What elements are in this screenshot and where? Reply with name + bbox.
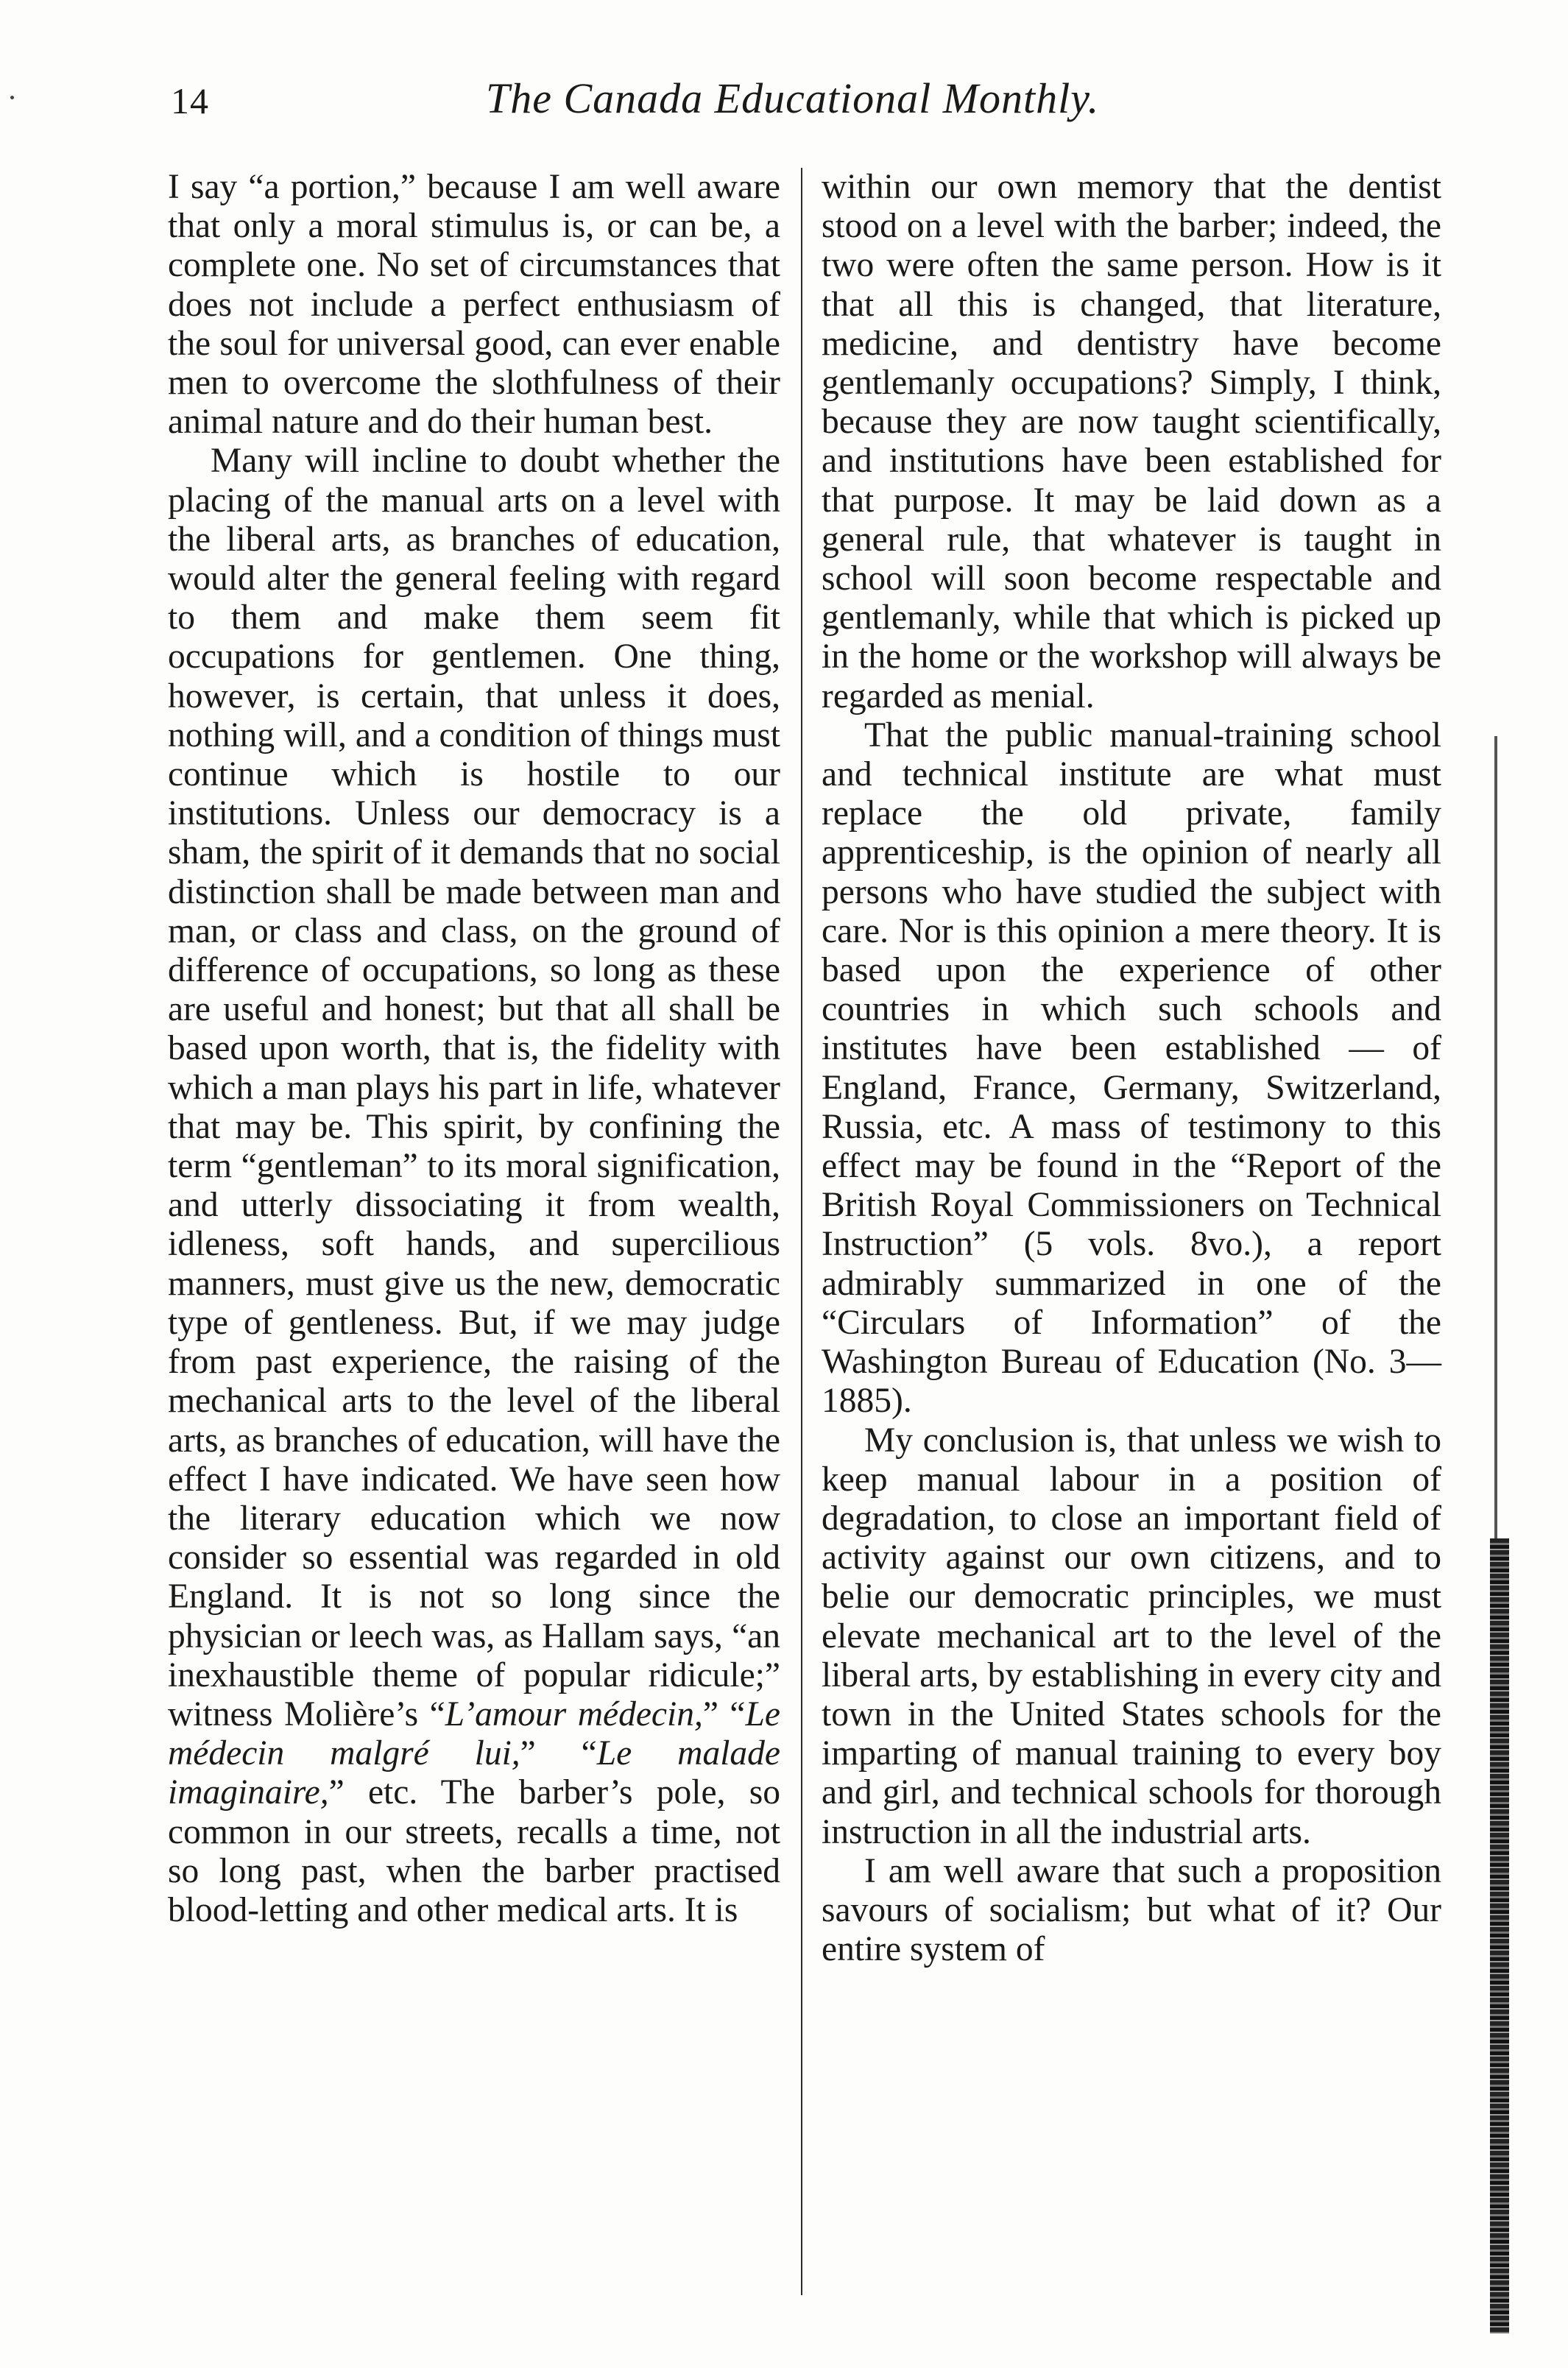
running-title: The Canada Educational Monthly. (486, 74, 1100, 122)
right-column (822, 168, 1441, 1969)
paragraph-manual-arts: Many will incline to doubt whether the placing of the manual arts on a level with the liberal arts, as branches of education, would alter the general feeling with regard to them and make them seem fit occupations for gentlemen. One thing, however, is certain, that unless it does, nothing will, and a condition of things must continue which is hostile to our institutions. Unless our democracy is a sham, the spirit of it demands that no social distinction shall be made between man and man, or class and class, on the ground of difference of occupations, so long as these are useful and honest; but that all shall be based upon worth, that is, the fidelity with which a man plays his part in life, whatever that may be. This spirit, by confining the term “gentleman” to its moral signification, and utterly dissociating it from wealth, idleness, soft hands, and supercilious manners, must give us the new, democratic type of gentleness. But, if we may judge from past experience, the raising of the mechanical arts to the level of the liberal arts, as branches of education, will have the effect I have indicated. We have seen how the literary education which we now consider so essential was regarded in old England. It is not so long since the physician or leech was, as Hallam says, “an inexhaustible theme of popular ridicule;” witness Molière’s “L’amour médecin,” “Le médecin malgré lui,” “Le malade imaginaire,” etc. The barber’s pole, so common in our streets, recalls a time, not so long past, when the barber practised blood-letting and other medical arts. It is (168, 442, 781, 1929)
left-column (168, 168, 780, 1930)
play-title: L’amour médecin, (445, 1694, 703, 1733)
scan-edge-artifact (1490, 1538, 1509, 2333)
scan-edge-line (1494, 736, 1497, 1538)
paragraph-conclusion: My conclusion is, that unless we wish to keep manual labour in a position of degradation, to close an important field of activity against our own citizens, and to belie our democratic principles, we must elevate mechanical art to the level of the liberal arts, by establishing in every city and town in the United States schools for the imparting of manual training to every boy and girl, and technical schools for thorough instruction in all the industrial arts. (822, 1421, 1441, 1851)
paragraph-manual-training: That the public manual-training school and technical institute are what must replace the old private, family apprenticeship, is the opinion of nearly all persons who have studied the subject with care. Nor is this opinion a mere theory. It is based upon the experience of other countries in which such schools and institutes have been established — of England, France, Germany, Switzerland, Russia, etc. A mass of testimony to this effect may be found in the “Report of the British Royal Commissioners on Technical Instruction” (5 vols. 8vo.), a report admirably summarized in one of the “Circulars of Information” of the Washington Bureau of Education (No. 3—1885). (822, 715, 1441, 1421)
page-number: 14 (171, 80, 209, 121)
paragraph-text: etc. The barber’s pole, so common in our streets, recalls a time, not so long past, when the barber practised blood-letting and other medical arts. It is (168, 1773, 780, 1929)
column-divider (801, 168, 802, 2295)
paragraph-text: Many will incline to doubt whether the placing of the manual arts on a level with the liberal arts, as branches of education, would alter the general feeling with regard to them and make them seem fit occupations for gentlemen. One thing, however, is certain, that unless it does, nothing will, and a condition of things must continue which is hostile to our institutions. Unless our democracy is a sham, the spirit of it demands that no social distinction shall be made between man and man, or class and class, on the ground of difference of occupations, so long as these are useful and honest; but that all shall be based upon worth, that is, the fidelity with which a man plays his part in life, whatever that may be. This spirit, by confining the term “gentleman” to its moral signification, and utterly dissociating it from wealth, idleness, soft hands, and supercilious manners, must give us the new, democratic type of gentleness. But, if we may judge from past experience, the raising of the mechanical arts to the level of the liberal arts, as branches of education, will have the effect I have indicated. We have seen how the literary education which we now consider so essential was regarded in old England. It is not so long since the physician or leech was, as Hallam says, “an inexhaustible theme of popular ridicule;” witness Molière’s (168, 442, 780, 1733)
play-title: Le médecin malgré lui, (168, 1694, 781, 1773)
scan-speck (10, 96, 14, 99)
paragraph-socialism: I am well aware that such a proposition savours of socialism; but what of it? Our entire system of (822, 1851, 1441, 1969)
paragraph-portion: I say “a portion,” because I am well aware that only a moral stimulus is, or can be, a complete one. No set of circumstances that does not include a perfect enthusiasm of the soul for universal good, can ever enable men to overcome the slothfulness of their animal nature and do their human best. (168, 168, 780, 442)
paragraph-dentist: within our own memory that the dentist stood on a level with the barber; indeed, the two were often the same person. How is it that all this is changed, that literature, medicine, and dentistry have become gentlemanly occupations? Simply, I think, because they are now taught scientifically, and institutions have been established for that purpose. It may be laid down as a general rule, that whatever is taught in school will soon become respectable and gentlemanly, while that which is picked up in the home or the workshop will always be regarded as menial. (822, 168, 1441, 715)
play-title: Le malade imaginaire, (168, 1734, 780, 1812)
